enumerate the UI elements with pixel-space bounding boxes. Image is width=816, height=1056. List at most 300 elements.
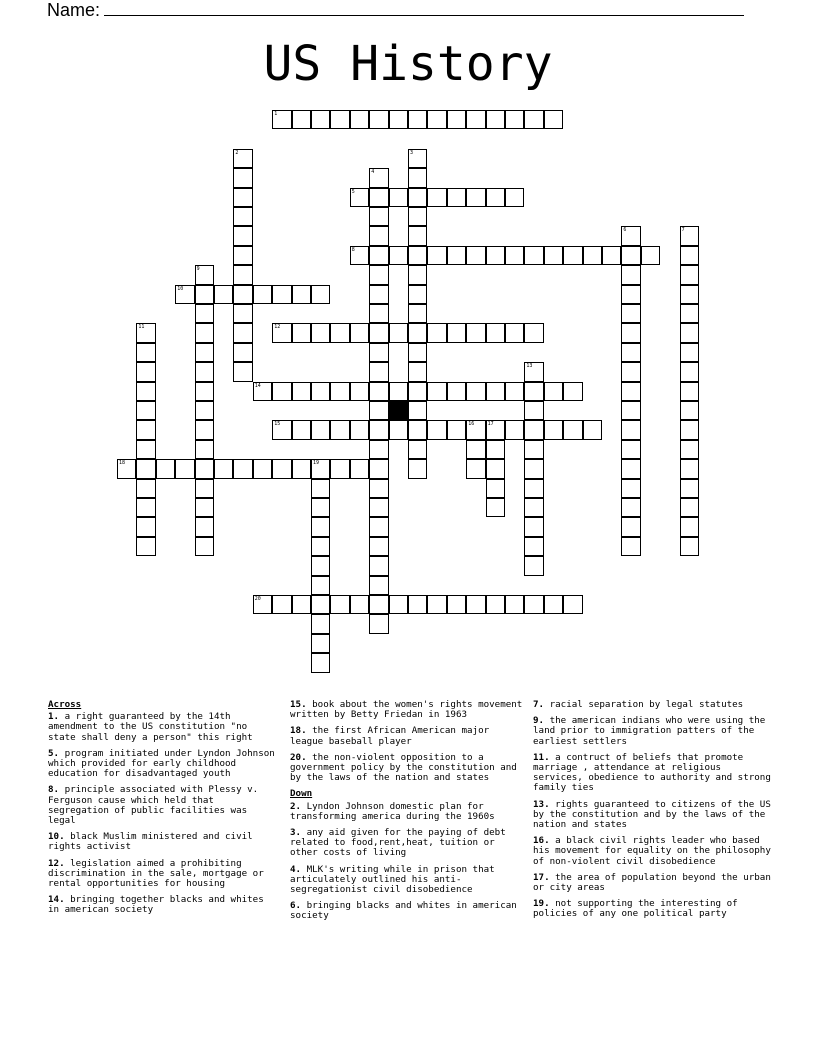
grid-cell[interactable]: [408, 285, 427, 304]
grid-cell[interactable]: [272, 420, 291, 439]
grid-cell[interactable]: [350, 323, 369, 342]
clue-number: 11: [138, 324, 145, 331]
grid-cell[interactable]: [330, 420, 349, 439]
grid-cell[interactable]: [524, 420, 543, 439]
grid-cell[interactable]: [292, 459, 311, 478]
grid-cell[interactable]: [427, 595, 446, 614]
grid-cell[interactable]: [408, 246, 427, 265]
grid-cell[interactable]: [369, 517, 388, 536]
grid-cell[interactable]: [389, 110, 408, 129]
grid-cell[interactable]: [369, 614, 388, 633]
clue-item: [290, 865, 525, 896]
clue-number: 14: [254, 382, 261, 389]
grid-cell[interactable]: [369, 556, 388, 575]
grid-cell[interactable]: [621, 537, 640, 556]
grid-cell[interactable]: [369, 382, 388, 401]
grid-cell[interactable]: [505, 420, 524, 439]
grid-cell[interactable]: [408, 226, 427, 245]
grid-cell[interactable]: [292, 110, 311, 129]
grid-cell[interactable]: [195, 343, 214, 362]
grid-cell[interactable]: [524, 362, 543, 381]
grid-cell[interactable]: [369, 110, 388, 129]
grid-cell[interactable]: [389, 595, 408, 614]
clue-number-label: 19.: [533, 898, 550, 910]
grid-cell[interactable]: [369, 537, 388, 556]
grid-cell[interactable]: [524, 459, 543, 478]
grid-cell[interactable]: [621, 498, 640, 517]
grid-cell[interactable]: [408, 595, 427, 614]
grid-cell[interactable]: [233, 304, 252, 323]
clue-number-label: 6.: [290, 900, 302, 912]
grid-cell[interactable]: [486, 323, 505, 342]
grid-cell[interactable]: [311, 634, 330, 653]
grid-cell[interactable]: [408, 149, 427, 168]
grid-cell[interactable]: [272, 459, 291, 478]
grid-cell[interactable]: [544, 595, 563, 614]
grid-cell[interactable]: [136, 420, 155, 439]
grid-cell[interactable]: [253, 382, 272, 401]
grid-cell[interactable]: [680, 362, 699, 381]
grid-cell[interactable]: [408, 382, 427, 401]
clue-item: [290, 700, 525, 720]
clue-number: 2: [235, 149, 239, 156]
grid-cell[interactable]: [136, 343, 155, 362]
grid-cell[interactable]: [136, 537, 155, 556]
grid-cell[interactable]: [136, 323, 155, 342]
grid-cell[interactable]: [369, 362, 388, 381]
grid-cell[interactable]: [447, 110, 466, 129]
grid-cell[interactable]: [680, 304, 699, 323]
grid-cell[interactable]: [369, 576, 388, 595]
grid-cell[interactable]: [466, 595, 485, 614]
clue-text: any aid given for the paying of debt related to food,rent,heat, tuition or other costs of living: [290, 827, 506, 859]
grid-cell[interactable]: [233, 362, 252, 381]
grid-cell[interactable]: [563, 382, 582, 401]
grid-cell[interactable]: [680, 479, 699, 498]
grid-cell[interactable]: [621, 479, 640, 498]
clue-text: bringing together blacks and whites in american society: [48, 894, 264, 916]
grid-cell[interactable]: [621, 304, 640, 323]
grid-cell[interactable]: [680, 420, 699, 439]
grid-cell[interactable]: [486, 420, 505, 439]
grid-cell[interactable]: [272, 595, 291, 614]
grid-cell[interactable]: [544, 382, 563, 401]
grid-cell[interactable]: [505, 323, 524, 342]
grid-cell[interactable]: [544, 246, 563, 265]
grid-cell[interactable]: [311, 498, 330, 517]
grid-cell[interactable]: [175, 285, 194, 304]
grid-cell[interactable]: [272, 110, 291, 129]
grid-cell[interactable]: [369, 323, 388, 342]
clue-number: 10: [177, 285, 184, 292]
grid-cell[interactable]: [311, 576, 330, 595]
grid-cell[interactable]: [486, 479, 505, 498]
grid-cell[interactable]: [621, 246, 640, 265]
grid-cell[interactable]: [369, 207, 388, 226]
grid-cell[interactable]: [524, 595, 543, 614]
grid-cell[interactable]: [505, 110, 524, 129]
grid-cell[interactable]: [389, 382, 408, 401]
clue-text: a right guaranteed by the 14th amendment to the US constitution "no state shall deny a person" this right: [48, 711, 253, 743]
grid-cell[interactable]: [524, 479, 543, 498]
grid-cell[interactable]: [350, 246, 369, 265]
grid-cell[interactable]: [233, 168, 252, 187]
grid-cell[interactable]: [369, 498, 388, 517]
grid-cell[interactable]: [311, 479, 330, 498]
grid-cell[interactable]: [136, 382, 155, 401]
clue-item: [290, 802, 525, 822]
grid-cell[interactable]: [680, 459, 699, 478]
grid-cell[interactable]: [136, 401, 155, 420]
clue-number: 6: [623, 227, 627, 234]
clues-column-1: [48, 700, 280, 922]
grid-cell[interactable]: [505, 246, 524, 265]
grid-cell[interactable]: [544, 420, 563, 439]
grid-cell[interactable]: [524, 382, 543, 401]
grid-cell[interactable]: [292, 420, 311, 439]
grid-cell[interactable]: [680, 246, 699, 265]
clue-item: [533, 836, 773, 867]
grid-cell[interactable]: [621, 382, 640, 401]
grid-cell[interactable]: [486, 440, 505, 459]
grid-cell[interactable]: [292, 285, 311, 304]
clues-column-3: [533, 700, 773, 926]
grid-cell[interactable]: [175, 459, 194, 478]
clue-text: the first African American major league baseball player: [290, 725, 490, 747]
clue-text: legislation aimed a prohibiting discrimination in the sale, mortgage or rental opportunities for housing: [48, 857, 264, 890]
grid-cell[interactable]: [466, 382, 485, 401]
grid-cell[interactable]: [233, 459, 252, 478]
grid-cell[interactable]: [427, 323, 446, 342]
grid-cell[interactable]: [447, 246, 466, 265]
grid-cell[interactable]: [524, 323, 543, 342]
grid-cell[interactable]: [621, 265, 640, 284]
clue-text: rights guaranteed to citizens of the US by the constitution and by the laws of the nation and states: [533, 798, 771, 831]
grid-cell[interactable]: [621, 440, 640, 459]
grid-cell[interactable]: [524, 246, 543, 265]
grid-cell[interactable]: [466, 188, 485, 207]
grid-cell[interactable]: [330, 595, 349, 614]
grid-cell[interactable]: [311, 382, 330, 401]
grid-cell[interactable]: [195, 362, 214, 381]
grid-cell[interactable]: [311, 323, 330, 342]
grid-cell[interactable]: [466, 323, 485, 342]
grid-cell[interactable]: [253, 459, 272, 478]
grid-cell[interactable]: [427, 382, 446, 401]
grid-cell[interactable]: [680, 440, 699, 459]
clue-number-label: 7.: [533, 699, 545, 710]
grid-cell[interactable]: [427, 188, 446, 207]
grid-cell[interactable]: [233, 285, 252, 304]
grid-cell[interactable]: [272, 323, 291, 342]
grid-cell[interactable]: [136, 517, 155, 536]
grid-cell[interactable]: [602, 246, 621, 265]
grid-cell[interactable]: [486, 382, 505, 401]
grid-cell[interactable]: [621, 459, 640, 478]
clue-text: book about the women's rights movement written by Betty Friedan in 1963: [290, 699, 523, 721]
grid-cell[interactable]: [621, 517, 640, 536]
grid-cell[interactable]: [524, 498, 543, 517]
grid-cell[interactable]: [195, 440, 214, 459]
grid-cell[interactable]: [233, 265, 252, 284]
name-field[interactable]: [47, 0, 744, 20]
grid-cell[interactable]: [195, 304, 214, 323]
grid-cell[interactable]: [447, 382, 466, 401]
black-square: [389, 401, 408, 420]
grid-cell[interactable]: [486, 246, 505, 265]
grid-cell[interactable]: [369, 285, 388, 304]
grid-cell[interactable]: [486, 498, 505, 517]
grid-cell[interactable]: [389, 323, 408, 342]
clue-item: [48, 859, 280, 890]
grid-cell[interactable]: [253, 595, 272, 614]
grid-cell[interactable]: [195, 517, 214, 536]
grid-cell[interactable]: [408, 188, 427, 207]
grid-cell[interactable]: [447, 323, 466, 342]
clue-item: [533, 700, 773, 710]
grid-cell[interactable]: [427, 420, 446, 439]
clue-number-label: 11.: [533, 751, 550, 763]
clue-number-label: 10.: [48, 831, 65, 843]
grid-cell[interactable]: [447, 188, 466, 207]
clue-item: [290, 726, 525, 746]
grid-cell[interactable]: [195, 459, 214, 478]
grid-cell[interactable]: [680, 498, 699, 517]
clue-item: [290, 901, 525, 921]
grid-cell[interactable]: [369, 246, 388, 265]
clue-text: principle associated with Plessy v. Ferguson cause which held that segregation of public facilities was legal: [48, 784, 259, 827]
grid-cell[interactable]: [408, 304, 427, 323]
clue-item: [48, 895, 280, 915]
grid-cell[interactable]: [136, 362, 155, 381]
grid-cell[interactable]: [466, 459, 485, 478]
grid-cell[interactable]: [680, 382, 699, 401]
grid-cell[interactable]: [563, 595, 582, 614]
grid-cell[interactable]: [369, 168, 388, 187]
grid-cell[interactable]: [583, 246, 602, 265]
grid-cell[interactable]: [641, 246, 660, 265]
grid-cell[interactable]: [447, 595, 466, 614]
grid-cell[interactable]: [330, 459, 349, 478]
grid-cell[interactable]: [311, 537, 330, 556]
grid-cell[interactable]: [621, 285, 640, 304]
clue-text: the non-violent opposition to a government policy by the constitution and by the laws of the nation and states: [290, 751, 517, 784]
grid-cell[interactable]: [680, 265, 699, 284]
grid-cell[interactable]: [369, 420, 388, 439]
grid-cell[interactable]: [486, 188, 505, 207]
grid-cell[interactable]: [311, 110, 330, 129]
grid-cell[interactable]: [214, 459, 233, 478]
grid-cell[interactable]: [195, 498, 214, 517]
grid-cell[interactable]: [621, 401, 640, 420]
grid-cell[interactable]: [680, 517, 699, 536]
grid-cell[interactable]: [233, 207, 252, 226]
grid-cell[interactable]: [408, 168, 427, 187]
grid-cell[interactable]: [621, 362, 640, 381]
grid-cell[interactable]: [680, 285, 699, 304]
grid-cell[interactable]: [680, 401, 699, 420]
grid-cell[interactable]: [330, 110, 349, 129]
grid-cell[interactable]: [680, 226, 699, 245]
grid-cell[interactable]: [583, 420, 602, 439]
grid-cell[interactable]: [311, 614, 330, 633]
grid-cell[interactable]: [311, 556, 330, 575]
grid-cell[interactable]: [408, 110, 427, 129]
grid-cell[interactable]: [524, 401, 543, 420]
grid-cell[interactable]: [253, 285, 272, 304]
grid-cell[interactable]: [311, 517, 330, 536]
clue-number: 16: [468, 421, 475, 428]
grid-cell[interactable]: [563, 246, 582, 265]
grid-cell[interactable]: [408, 362, 427, 381]
clue-number-label: 15.: [290, 699, 307, 710]
name-underline[interactable]: [104, 1, 744, 16]
grid-cell[interactable]: [369, 401, 388, 420]
grid-cell[interactable]: [621, 226, 640, 245]
grid-cell[interactable]: [292, 382, 311, 401]
grid-cell[interactable]: [272, 382, 291, 401]
grid-cell[interactable]: [136, 440, 155, 459]
grid-cell[interactable]: [369, 304, 388, 323]
down-heading: Down: [290, 788, 313, 800]
grid-cell[interactable]: [117, 459, 136, 478]
clue-item: [290, 828, 525, 859]
grid-cell[interactable]: [524, 440, 543, 459]
clue-number: 19: [313, 460, 320, 467]
clue-number-label: 8.: [48, 784, 60, 796]
grid-cell[interactable]: [447, 420, 466, 439]
grid-cell[interactable]: [350, 420, 369, 439]
clue-item: [533, 899, 773, 919]
grid-cell[interactable]: [311, 420, 330, 439]
grid-cell[interactable]: [233, 343, 252, 362]
grid-cell[interactable]: [195, 537, 214, 556]
grid-cell[interactable]: [195, 401, 214, 420]
grid-cell[interactable]: [136, 459, 155, 478]
grid-cell[interactable]: [292, 323, 311, 342]
clue-text: the area of population beyond the urban or city areas: [533, 871, 771, 894]
grid-cell[interactable]: [272, 285, 291, 304]
grid-cell[interactable]: [136, 498, 155, 517]
grid-cell[interactable]: [680, 537, 699, 556]
grid-cell[interactable]: [369, 226, 388, 245]
grid-cell[interactable]: [195, 265, 214, 284]
clue-number: 9: [196, 266, 200, 273]
clue-text: not supporting the interesting of policies of any one political party: [533, 898, 738, 920]
grid-cell[interactable]: [195, 323, 214, 342]
grid-cell[interactable]: [427, 246, 446, 265]
grid-cell[interactable]: [408, 207, 427, 226]
grid-cell[interactable]: [195, 420, 214, 439]
grid-cell[interactable]: [389, 420, 408, 439]
grid-cell[interactable]: [369, 479, 388, 498]
grid-cell[interactable]: [369, 188, 388, 207]
grid-cell[interactable]: [350, 382, 369, 401]
grid-cell[interactable]: [330, 382, 349, 401]
grid-cell[interactable]: [408, 265, 427, 284]
grid-cell[interactable]: [505, 382, 524, 401]
grid-cell[interactable]: [369, 595, 388, 614]
grid-cell[interactable]: [311, 653, 330, 672]
grid-cell[interactable]: [369, 440, 388, 459]
grid-cell[interactable]: [563, 420, 582, 439]
grid-cell[interactable]: [350, 188, 369, 207]
grid-cell[interactable]: [621, 343, 640, 362]
grid-cell[interactable]: [350, 110, 369, 129]
grid-cell[interactable]: [136, 479, 155, 498]
clue-number: 12: [274, 324, 281, 331]
grid-cell[interactable]: [233, 226, 252, 245]
grid-cell[interactable]: [486, 110, 505, 129]
clue-text: a contruct of beliefs that promote marriage , attendance at religious services, obedience to authority and strong family ties: [533, 751, 771, 794]
grid-cell[interactable]: [195, 285, 214, 304]
grid-cell[interactable]: [621, 323, 640, 342]
clue-text: program initiated under Lyndon Johnson which provided for early childhood education for disadvantaged youth: [48, 747, 275, 780]
grid-cell[interactable]: [486, 459, 505, 478]
grid-cell[interactable]: [466, 246, 485, 265]
grid-cell[interactable]: [544, 110, 563, 129]
grid-cell[interactable]: [486, 595, 505, 614]
clue-number-label: 2.: [290, 800, 302, 812]
grid-cell[interactable]: [195, 382, 214, 401]
grid-cell[interactable]: [427, 110, 446, 129]
grid-cell[interactable]: [389, 188, 408, 207]
clue-number-label: 5.: [48, 747, 60, 759]
grid-cell[interactable]: [408, 401, 427, 420]
grid-cell[interactable]: [680, 323, 699, 342]
grid-cell[interactable]: [524, 110, 543, 129]
grid-cell[interactable]: [389, 246, 408, 265]
clue-number: 20: [254, 596, 261, 602]
grid-cell[interactable]: [524, 517, 543, 536]
clues-column-2: [290, 700, 525, 928]
grid-cell[interactable]: [233, 149, 252, 168]
grid-cell[interactable]: [214, 285, 233, 304]
grid-cell[interactable]: [408, 440, 427, 459]
grid-cell[interactable]: [311, 285, 330, 304]
clue-number: 8: [351, 246, 355, 253]
grid-cell[interactable]: [466, 420, 485, 439]
grid-cell[interactable]: [408, 459, 427, 478]
grid-cell[interactable]: [369, 459, 388, 478]
grid-cell[interactable]: [680, 343, 699, 362]
grid-cell[interactable]: [408, 420, 427, 439]
grid-cell[interactable]: [621, 420, 640, 439]
grid-cell[interactable]: [350, 459, 369, 478]
grid-cell[interactable]: [233, 246, 252, 265]
grid-cell[interactable]: [156, 459, 175, 478]
grid-cell[interactable]: [330, 323, 349, 342]
grid-cell[interactable]: [505, 595, 524, 614]
grid-cell[interactable]: [233, 323, 252, 342]
grid-cell[interactable]: [408, 343, 427, 362]
grid-cell[interactable]: [524, 556, 543, 575]
grid-cell[interactable]: [195, 479, 214, 498]
grid-cell[interactable]: [311, 595, 330, 614]
grid-cell[interactable]: [524, 537, 543, 556]
clue-text: a black civil rights leader who based his movement for equality on the philosophy of non-violent civil disobedience: [533, 835, 771, 867]
grid-cell[interactable]: [350, 595, 369, 614]
grid-cell[interactable]: [292, 595, 311, 614]
grid-cell[interactable]: [369, 343, 388, 362]
grid-cell[interactable]: [466, 440, 485, 459]
grid-cell[interactable]: [233, 188, 252, 207]
grid-cell[interactable]: [466, 110, 485, 129]
grid-cell[interactable]: [369, 265, 388, 284]
grid-cell[interactable]: [505, 188, 524, 207]
grid-cell[interactable]: [311, 459, 330, 478]
grid-cell[interactable]: [408, 323, 427, 342]
